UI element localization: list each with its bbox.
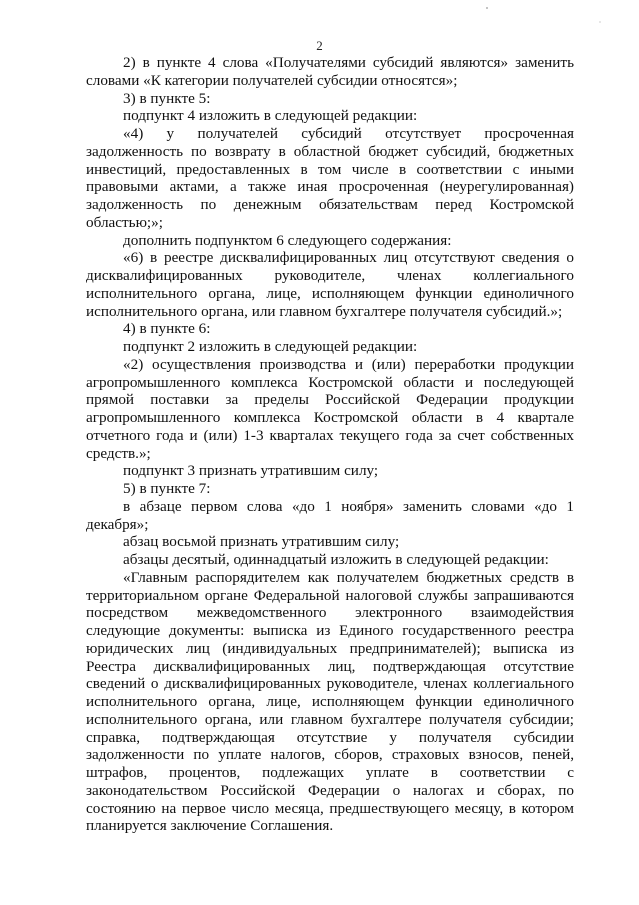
paragraph-subitem-4-text: «4) у получателей субсидий отсутствует просроченная задолженность по возврату в областной бюджет субсидий, бюджетных инвестиций, предоставленных в том числе в соответствии с иными правовыми актами, а также иная просроченная (неурегулированная) задолженность по денежным обязательствам перед Костромской областью;»; <box>86 125 574 231</box>
page-number: 2 <box>316 38 323 53</box>
paragraph-item-3: 3) в пункте 5: <box>123 89 211 107</box>
paragraph-eighth-abzac-void: абзац восьмой признать утратившим силу; <box>123 533 400 551</box>
paragraph-first-abzac-change: в абзаце первом слова «до 1 ноября» заменить словами «до 1 декабря»; <box>86 497 574 533</box>
paragraph-item-5: 5) в пункте 7: <box>123 480 211 497</box>
paragraph-tenth-eleventh-heading: абзацы десятый, одиннадцатый изложить в следующей редакции: <box>123 551 549 568</box>
paragraph-subitem-2-heading: подпункт 2 изложить в следующей редакции: <box>123 338 418 355</box>
scan-speck-dot <box>599 21 600 22</box>
paragraph-item-2: 2) в пункте 4 слова «Получателями субсидий являются» заменить словами «К категории получателей субсидии относятся»; <box>86 54 574 89</box>
paragraph-add-subitem-6-heading: дополнить подпунктом 6 следующего содержания: <box>123 231 452 249</box>
document-body <box>86 54 574 835</box>
paragraph-subitem-2-text: «2) осуществления производства и (или) переработки продукции агропромышленного комплекса Костромской области и последующей прямой поставки за пределы Российской Федерации продукции агропромышленного комплекса Костромской области в 4 квартале отчетного года и (или) 1-3 кварталах текущего года за счет собственных средств.»; <box>86 355 574 462</box>
paragraph-subitem-4-heading: подпункт 4 изложить в следующей редакции: <box>123 107 418 125</box>
paragraph-item-4: 4) в пункте 6: <box>123 320 211 338</box>
scan-speck-dot <box>486 7 488 9</box>
paragraph-subitem-3-void: подпункт 3 признать утратившим силу; <box>123 462 379 480</box>
paragraph-subitem-6-text: «6) в реестре дисквалифицированных лиц отсутствуют сведения о дисквалифицированных руководителе, членах коллегиального исполнительного органа, лице, исполняющем функции единоличного исполнительного органа, или главном бухгалтере получателя субсидий.»; <box>86 249 574 320</box>
paragraph-chief-administrator-text: «Главным распорядителем как получателем бюджетных средств в территориальном органе Федеральной налоговой службы запрашиваются посредством межведомственного электронного взаимодействия следующие документы: выписка из Единого государственного реестра юридических лиц (индивидуальных предпринимателей); выписка из Реестра дисквалифицированных лиц, подтверждающая отсутствие сведений о дисквалифицированных руководителе, членах коллегиального исполнительного органа, лице, исполняющем функции единоличного исполнительного органа, или главном бухгалтере получателя субсидии; справка, подтверждающая отсутствие у получателя субсидии задолженности по уплате налогов, сборов, страховых взносов, пеней, штрафов, процентов, подлежащих уплате в соответствии с законодательством Российской Федерации о налогах и сборах, по состоянию на первое число месяца, предшествующего месяцу, в котором планируется заключение Соглашения. <box>86 568 574 835</box>
